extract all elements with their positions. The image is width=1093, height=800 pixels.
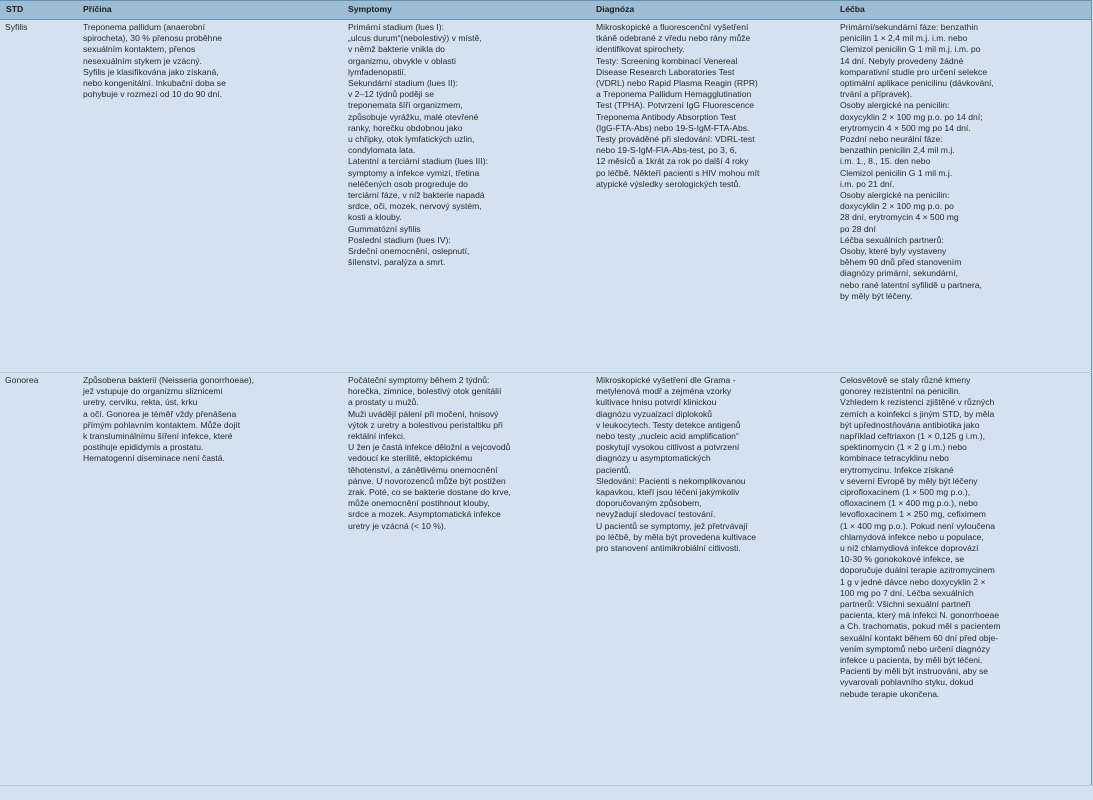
table-row <box>0 20 1091 373</box>
cell-symptomy: Počáteční symptomy během 2 týdnů: horečka, zimnice, bolestivý otok genitálií a prostaty u mužů. Muži uvádějí pálení při močení, hnisový výtok z uretry a bolestivou peristaltiku při rektální infekci. U žen je častá infekce děložní a vejcovodů vedoucí ke sterilitě, ektopickému těhotenství, a zánětlivému onemocnění pánve. U novorozenců může být postižen zrak. Poté, co se bakterie dostane do krve, může onemocnění postihnout klouby, srdce a mozek. Asymptomatická infekce uretry je vzácná (< 10 %). <box>342 373 590 786</box>
cell-std: Gonorea <box>0 373 77 786</box>
header-diagnoza: Diagnóza <box>590 1 834 20</box>
table-row <box>0 373 1091 786</box>
header-std: STD <box>0 1 77 20</box>
header-symptomy: Symptomy <box>342 1 590 20</box>
header-pricina: Příčina <box>77 1 342 20</box>
cell-diagnoza: Mikroskopické a fluorescenční vyšetření tkáně odebrané z vředu nebo rány může identifikovat spirochety. Testy: Screening kombinací Venereal Disease Research Laboratories Test (VDRL) nebo Rapid Plasma Reagin (RPR) a Treponema Pallidum Hemagglutination Test (TPHA). Potvrzení IgG Fluorescence Treponema Antibody Absorption Test (IgG-FTA-Abs) nebo 19-S-IgM-FTA-Abs. Testy prováděné při sledování: VDRL-test nebo 19-S-IgM-FIA-Abs-test, po 3, 6, 12 měsíců a 1krát za rok po další 4 roky po léčbě. Někteří pacienti s HIV mohou mít atypické výsledky serologických testů. <box>590 20 834 373</box>
table-header-row <box>0 1 1091 20</box>
header-lecba: Léčba <box>834 1 1091 20</box>
cell-pricina: Treponema pallidum (anaerobní spirocheta), 30 % přenosu proběhne sexuálním kontaktem, přenos nesexuálním stykem je vzácný. Syfilis je klasifikována jako získaná, nebo kongenitální. Inkubační doba se pohybuje v rozmezí od 10 do 90 dní. <box>77 20 342 373</box>
cell-pricina: Způsobena bakterií (Neisseria gonorrhoeae), jež vstupuje do organizmu sliznicemi uretry, cerviku, rekta, úst, krku a očí. Gonorea je téměř vždy přenášena přímým pohlavním kontaktem. Může dojít k transluminálnímu šíření infekce, které postihuje epididymis a prostatu. Hematogenní diseminace není častá. <box>77 373 342 786</box>
cell-lecba: Primární/sekundární fáze: benzathin penicilin 1 × 2,4 mil m.j. i.m. nebo Clemizol penicilin G 1 mil m.j. i.m. po 14 dní. Nebyly provedeny žádné komparativní studie pro určení selekce optimální aplikace penicilinu (dávkování, trvání a přípravek). Osoby alergické na penicilin: doxycyklin 2 × 100 mg p.o. po 14 dní; erytromycin 4 × 500 mg po 14 dní. Pozdní nebo neurální fáze: benzathin penicilin 2,4 mil m.j. i.m. 1., 8., 15. den nebo Clemizol penicilin G 1 mil m.j. i.m. po 21 dní. Osoby alergické na penicilin: doxycyklin 2 × 100 mg p.o. po 28 dní, erytromycin 4 × 500 mg po 28 dní Léčba sexuálních partnerů: Osoby, které byly vystaveny během 90 dnů před stanovením diagnózy primární, sekundární, nebo rané latentní syfilidě u partnera, by měly být léčeny. <box>834 20 1091 373</box>
cell-symptomy: Primární stadium (lues I): „ulcus durum“(nebolestivý) v místě, v němž bakterie vnikla do organizmu, obvykle v oblasti lymfadenopatií. Sekundární stadium (lues II): v 2–12 týdnů poději se treponemata šíří organizmem, způsobuje vyrážku, malé otevřené ranky, horečku obdobnou jako u chřipky, otok lymfatických uzlin, condylomata lata. Latentní a terciární stadium (lues III): symptomy a infekce vymizí, třetina neléčených osob progreduje do terciární fáze, v níž bakterie napadá srdce, oči, mozek, nervový systém, kosti a klouby. Gummatózní syfilis Poslední stadium (lues IV): Srdeční onemocnění, oslepnutí, šílenství, paralýza a smrt. <box>342 20 590 373</box>
cell-diagnoza: Mikroskopické vyšetření dle Grama - metylenová modř a zejména vzorky kultivace hnisu potvrdí klinickou diagnózu vyzuaizací diplokoků v leukocytech. Testy detekce antigenů nebo testy „nucleic acid amplification“ poskytují vysokou citlivost a potvrzení diagnózy u asymptomatických pacientů. Sledování: Pacienti s nekomplikovanou kapavkou, kteří jsou léčeni jakýmkoliv doporučovaným způsobem, nevyžadují sledovací testování. U pacientů se symptomy, jež přetrvávají po léčbě, by měla být provedena kultivace pro stanovení antimikrobiální citlivosti. <box>590 373 834 786</box>
cell-lecba: Celosvětově se staly různé kmeny gonorey rezistentní na penicilin. Vzhledem k rezistenci zjištěné v různých zemích a koinfekci s jiným STD, by měla být upřednostňována antibiotika jako například ceftriaxon (1 × 0,125 g i.m.), spektinomycin (1 × 2 g i.m.) nebo kombinace tetracyklinu nebo erytromycinu. Infekce získané v severní Evropě by měly být léčeny ciprofloxacinem (1 × 500 mg p.o.), ofloxacinem (1 × 400 mg p.o.), nebo levofloxacinem 1 × 250 mg, cefiximem (1 × 400 mg p.o.). Pokud není vyloučena chlamydová infekce nebo u populace, u níž chlamydiová infekce doprovází 10-30 % gonokokové infekce, se doporučuje duální terapie azitromycinem 1 g v jedné dávce nebo doxycyklin 2 × 100 mg po 7 dní. Léčba sexuálních partnerů: Všichni sexuální partneři pacienta, který má infekci N. gonorrhoeae a Ch. trachomatis, pokud měl s pacientem sexuální kontakt během 60 dní před obje- vením symptomů nebo určení diagnózy infekce u pacienta, by měli být léčeni. Pacienti by měli být instruováni, aby se vyvarovali pohlavního styku, dokud nebude terapie ukončena. <box>834 373 1091 786</box>
cell-std: Syfilis <box>0 20 77 373</box>
